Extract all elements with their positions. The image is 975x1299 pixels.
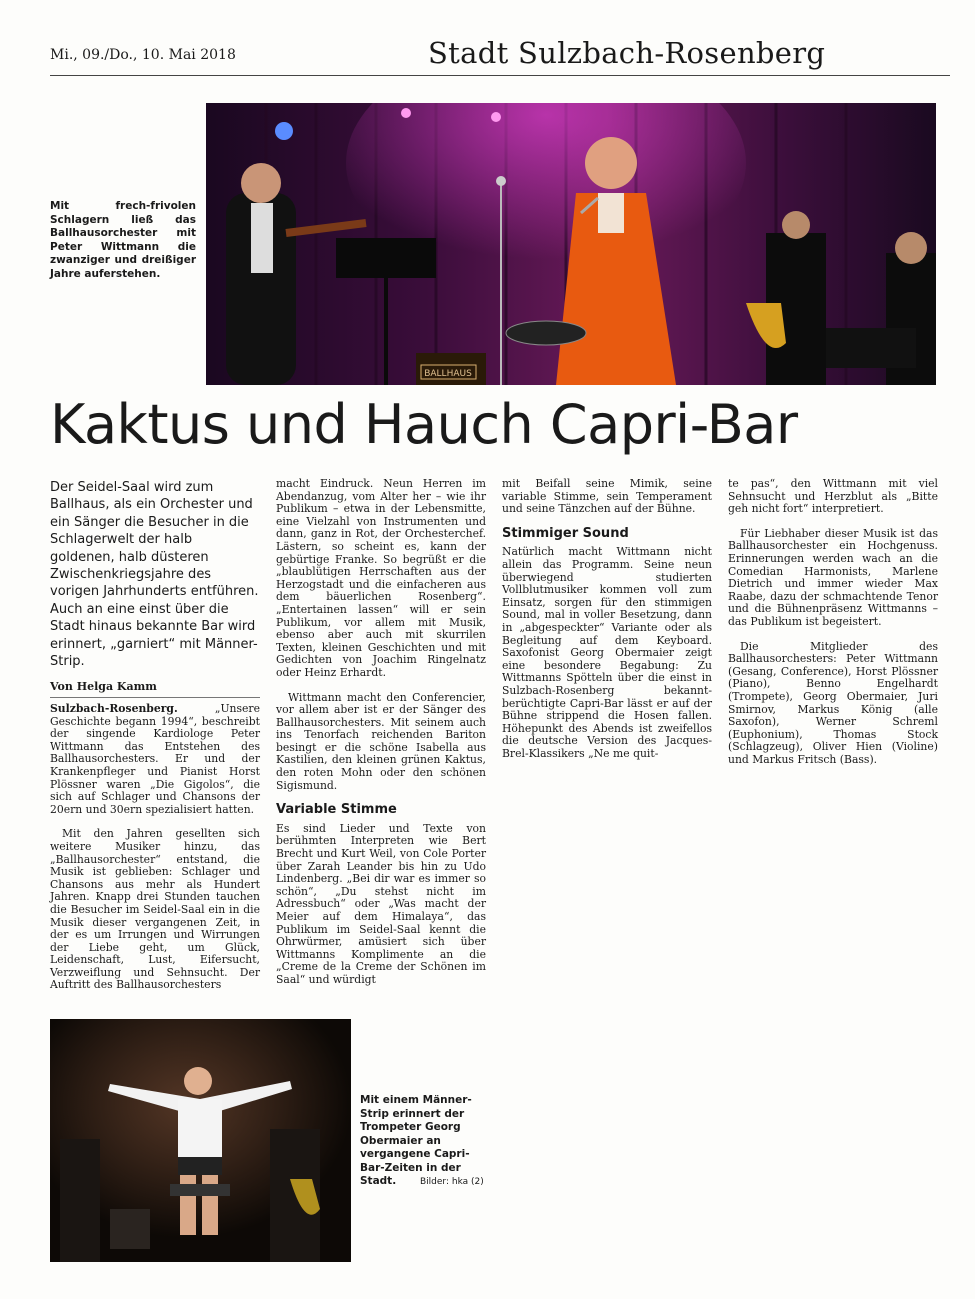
section-title: Stadt Sulzbach-Rosenberg [428,36,826,70]
article-column-4 [728,478,938,766]
col1-paragraph-1 [50,703,260,816]
col3-paragraph-1: mit Beifall seine Mimik, seine variable Stimme, sein Temperament und seine Tänzchen auf der Bühne. [502,477,712,516]
article-column-1 [50,703,260,992]
col2-paragraph-3: Es sind Lieder und Texte von berühmten Interpreten wie Bert Brecht und Kurt Weil, von Cole Porter über Zarah Leander bis hin zu Udo Lindenberg. „Bei dir war es immer so schön“, „Du stehst nicht im Adressbuch“ oder „Was macht der Meier auf dem Himalaya“, das Publikum im Seidel-Saal kennt die Ohrwürmer, amüsiert sich über Wittmanns Komplimente an die „Creme de la Creme der Schönen im Saal“ und würdigt [276,821,486,986]
header-rule [50,75,950,76]
col2-paragraph-1: macht Eindruck. Neun Herren im Abendanzug, vom Alter her – wie ihr Publikum – etwa in der Lebensmitte, eine Vielzahl von Instrumenten und dann, ganz in Rot, der Orchesterchef. Lästern, so scheint es, kann der gebürtige Franke. So begrüßt er die „blaublütigen Herrschaften aus der Herzogstadt und die einfacheren aus dem bäuerlichen Rosenberg“. „Entertainen lassen“ will er sein Publikum, vor allem mit Musik, ebenso aber auch mit skurrilen Texten, kleinen Geschichten und mit Gedichten von Joachim Ringelnatz oder Heinz Erhardt. [276,477,486,679]
byline: Von Helga Kamm [50,680,157,693]
col1-paragraph-2: Mit den Jahren gesellten sich weitere Musiker hinzu, das „Ballhausorchester“ entstand, die Musik ist geblieben: Schlager und Chansons aus mehr als Hundert Jahren. Knapp drei Stunden tauchen die Besucher im Seidel-Saal ein in die Musik dieser vergangenen Zeit, in der es um Irrungen und Wirrungen der Liebe geht, um Glück, Leidenschaft, Lust, Eifersucht, Verzweiflung und Sehnsucht. Der Auftritt des Ballhausorchesters [50,827,260,992]
strip-photo [50,1019,351,1262]
concert-photo [206,103,936,385]
col4-paragraph-3: Die Mitglieder des Ballhausorchesters: Peter Wittmann (Gesang, Conference), Horst Plössner (Piano), Benno Engelhardt (Trompete), Georg Obermaier, Juri Smirnov, Markus König (alle Saxofon), Werner Schreml (Euphonium), Thomas Stock (Schlagzeug), Oliver Hien (Violine) und Markus Fritsch (Bass). [728,639,938,766]
byline-rule [50,697,260,698]
article-column-2 [276,478,486,987]
col3-paragraph-2: Natürlich macht Wittmann nicht allein das Programm. Seine neun überwiegend studierten Vollblutmusiker kommen voll zum Einsatz, sorgen für den stimmigen Sound, mal in voller Besetzung, dann in „abgespeckter“ Variante oder als Begleitung auf dem Keyboard. Saxofonist Georg Obermaier zeigt eine besondere Begabung: Zu Wittmanns Spötteln über die einst in Sulzbach-Rosenberg bekannt-berüchtigte Capri-Bar lässt er auf der Bühne strippend die Hosen fallen. Höhepunkt des Abends ist zweifellos die deutsche Version des Jacques-Brel-Klassikers „Ne me quit- [502,545,712,760]
stage-sign-text: BALLHAUS [424,369,472,379]
subheading-stimmiger-sound: Stimmiger Sound [502,525,629,541]
lead-paragraph: Der Seidel-Saal wird zum Ballhaus, als ein Orchester und ein Sänger die Besucher in die Schlagerwelt der halb goldenen, halb düsteren Zwischenkriegsjahre des vorigen Jahrhunderts entführen. Auch an eine einst über die Stadt hinaus bekannte Bar wird erinnert, „garniert“ mit Männer-Strip. [50,480,259,670]
photo-caption-bottom: Mit einem Männer-Strip erinnert der Trompeter Georg Obermaier an vergangene Capri-Bar-Zeiten in der Stadt. [360,1094,472,1187]
headline: Kaktus und Hauch Capri-Bar [50,393,798,456]
photo-credit: Bilder: hka (2) [420,1177,484,1187]
dateline-place: Sulzbach-Rosenberg. [50,702,178,715]
article-column-3 [502,478,712,760]
subheading-variable-stimme: Variable Stimme [276,802,397,818]
photo-caption-top: Mit frech-frivolen Schlagern ließ das Ballhausorchester mit Peter Wittmann die zwanziger und dreißiger Jahre auferstehen. [50,200,196,280]
col4-paragraph-2: Für Liebhaber dieser Musik ist das Ballhausorchester ein Hochgenuss. Erinnerungen werden wach an die Comedian Harmonists, Marlene Dietrich und immer wieder Max Raabe, dazu der schmachtende Tenor und die Bühnenpräsenz Wittmanns – das Publikum ist begeistert. [728,526,938,628]
col4-paragraph-1: te pas“, den Wittmann mit viel Sehnsucht und Herzblut als „Bitte geh nicht fort“ interpretiert. [728,477,938,516]
col2-paragraph-2: Wittmann macht den Conferencier, vor allem aber ist er der Sänger des Ballhausorchesters. Mit seinem auch ins Tenorfach reichenden Bariton besingt er die schöne Isabella aus Kastilien, den kleinen grünen Kaktus, den roten Mohn oder den schönen Sigismund. [276,690,486,792]
col1-paragraph-1-text: „Unsere Geschichte begann 1994“, beschreibt der singende Kardiologe Peter Wittmann das Entstehen des Ballhausorchesters. Er und der Krankenpfleger und Pianist Horst Plössner waren „Die Gigolos“, die sich auf Schlager und Chansons der 20ern und 30ern spezialisiert hatten. [50,702,260,816]
issue-date: Mi., 09./Do., 10. Mai 2018 [50,47,236,63]
